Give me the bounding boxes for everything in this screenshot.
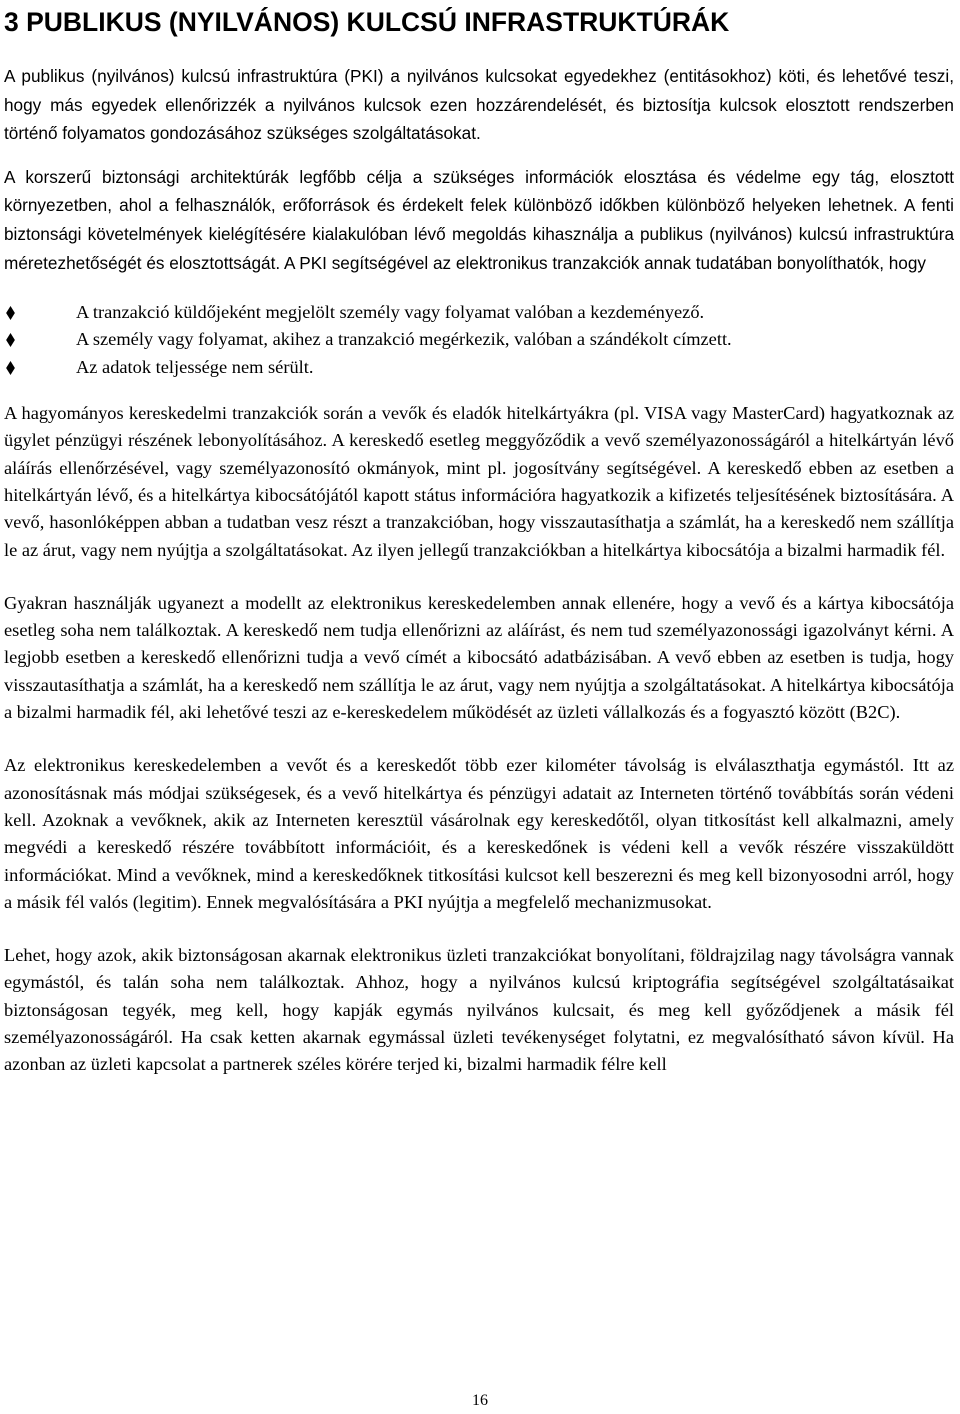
bullet-list	[4, 299, 954, 381]
section-heading: 3 PUBLIKUS (NYILVÁNOS) KULCSÚ INFRASTRUKTÚRÁK	[4, 7, 730, 37]
diamond-bullet-icon	[6, 361, 15, 375]
paragraph-trusted-third-party: Lehet, hogy azok, akik biztonságosan akarnak elektronikus üzleti tranzakciókat bonyolítani, földrajzilag nagy távolságra vannak egymástól, és talán soha nem találkoztak. Ahhoz, hogy a nyilvános kulcsú kriptográfia segítségével szolgáltatásaikat biztonságosan tegyék, meg kell, hogy kapják egymás nyilvános kulcsait, és meg kell győződjenek a másik fél személyazonosságáról. Ha csak ketten akarnak egymással üzleti tevékenységet folytatni, ez megvalósítható sávon kívül. Ha azonban az üzleti kapcsolat a partnerek széles körére terjed ki, bizalmi harmadik félre kell	[4, 945, 954, 1075]
bullet-text: A személy vagy folyamat, akihez a tranzakció megérkezik, valóban a szándékolt címzett.	[76, 329, 732, 350]
diamond-bullet-icon	[6, 306, 15, 320]
paragraph-traditional-commerce: A hagyományos kereskedelmi tranzakciók során a vevők és eladók hitelkártyákra (pl. VISA vagy MasterCard) hagyatkoznak az ügylet pénzügyi részének lebonyolításához. A kereskedő esetleg meggyőződik a vevő személyazonosságáról a hitelkártyán lévő aláírás ellenőrzésével, vagy személyazonosító okmányok, mint pl. jogosítvány segítségével. A kereskedő ebben az esetben a hitelkártyán lévő, és a hitelkártya kibocsátójától kapott státus információra hagyatkozik a kifizetés teljesítésének biztosítására. A vevő, hasonlóképpen abban a tudatban vesz részt a tranzakcióban, hogy visszautasíthatja a számlát, ha a kereskedő nem szállítja le az árut, vagy nem nyújtja a szolgáltatásokat. Az ilyen jellegű tranzakciókban a hitelkártya kibocsátója a bizalmi harmadik fél.	[4, 403, 954, 560]
bullet-text: Az adatok teljessége nem sérült.	[76, 356, 314, 377]
list-item	[4, 326, 954, 353]
paragraph-ecommerce-model: Gyakran használják ugyanezt a modellt az elektronikus kereskedelemben annak ellenére, hogy a vevő és a kártya kibocsátója esetleg soha nem találkoztak. A kereskedő nem tudja ellenőrizni az aláírást, és nem tud személyazonossági igazolványt kérni. A legjobb esetben a kereskedő ellenőrizni tudja a vevő címét a kibocsátó adatbázisában. A vevő ebben az esetben is tudja, hogy visszautasíthatja a számlát, ha a kereskedő nem szállítja le az árut, vagy nem nyújtja a szolgáltatásokat. A hitelkártya kibocsátója a bizalmi harmadik fél, aki lehetővé teszi az e-kereskedelem működését az üzleti vállalkozás és a fogyasztó között (B2C).	[4, 592, 954, 723]
list-item	[4, 299, 954, 326]
diamond-bullet-icon	[6, 333, 15, 347]
paragraph-identification: Az elektronikus kereskedelemben a vevőt és a kereskedőt több ezer kilométer távolság is elválaszthatja egymástól. Itt az azonosításnak más módjai szükségesek, és a vevő hitelkártya és pénzügyi adatait az Interneten történő továbbítás során védeni kell. Azoknak a vevőknek, akik az Interneten keresztül vásárolnak egy kereskedőtől, olyan titkosítást kell alkalmazni, amely megvédi a kereskedő részére továbbított információit, és a kereskedőnek is védeni kell a vevők részére visszaküldött információkat. Mind a vevőknek, mind a kereskedőknek titkosítási kulcsot kell beszerezni és meg kell bizonyosodni arról, hogy a másik fél valós (legitim). Ennek megvalósítására a PKI nyújtja a megfelelő mechanizmusokat.	[4, 755, 954, 912]
paragraph-security-architecture: A korszerű biztonsági architektúrák legfőbb célja a szükséges információk elosztása és védelme egy tág, elosztott környezetben, ahol a felhasználók, erőforrások és érdekelt felek különböző időkben különböző helyeken lehetnek. A fenti biztonsági követelmények kielégítésére kialakulóban lévő megoldás kihasználja a publikus (nyilvános) kulcsú infrastruktúra méretezhetőségét és elosztottságát. A PKI segítségével az elektronikus tranzakciók annak tudatában bonyolíthatók, hogy	[4, 166, 954, 273]
bullet-text: A tranzakció küldőjeként megjelölt személy vagy folyamat valóban a kezdeményező.	[76, 302, 705, 323]
page-number: 16	[472, 1392, 488, 1409]
list-item	[4, 354, 954, 381]
paragraph-pki-definition: A publikus (nyilvános) kulcsú infrastruktúra (PKI) a nyilvános kulcsokat egyedekhez (entitásokhoz) köti, és lehetővé teszi, hogy más egyedek ellenőrizzék a nyilvános kulcsok ezen hozzárendelését, és biztosítja kulcsok elosztott rendszerben történő folyamatos gondozásához szükséges szolgáltatásokat.	[4, 66, 954, 144]
